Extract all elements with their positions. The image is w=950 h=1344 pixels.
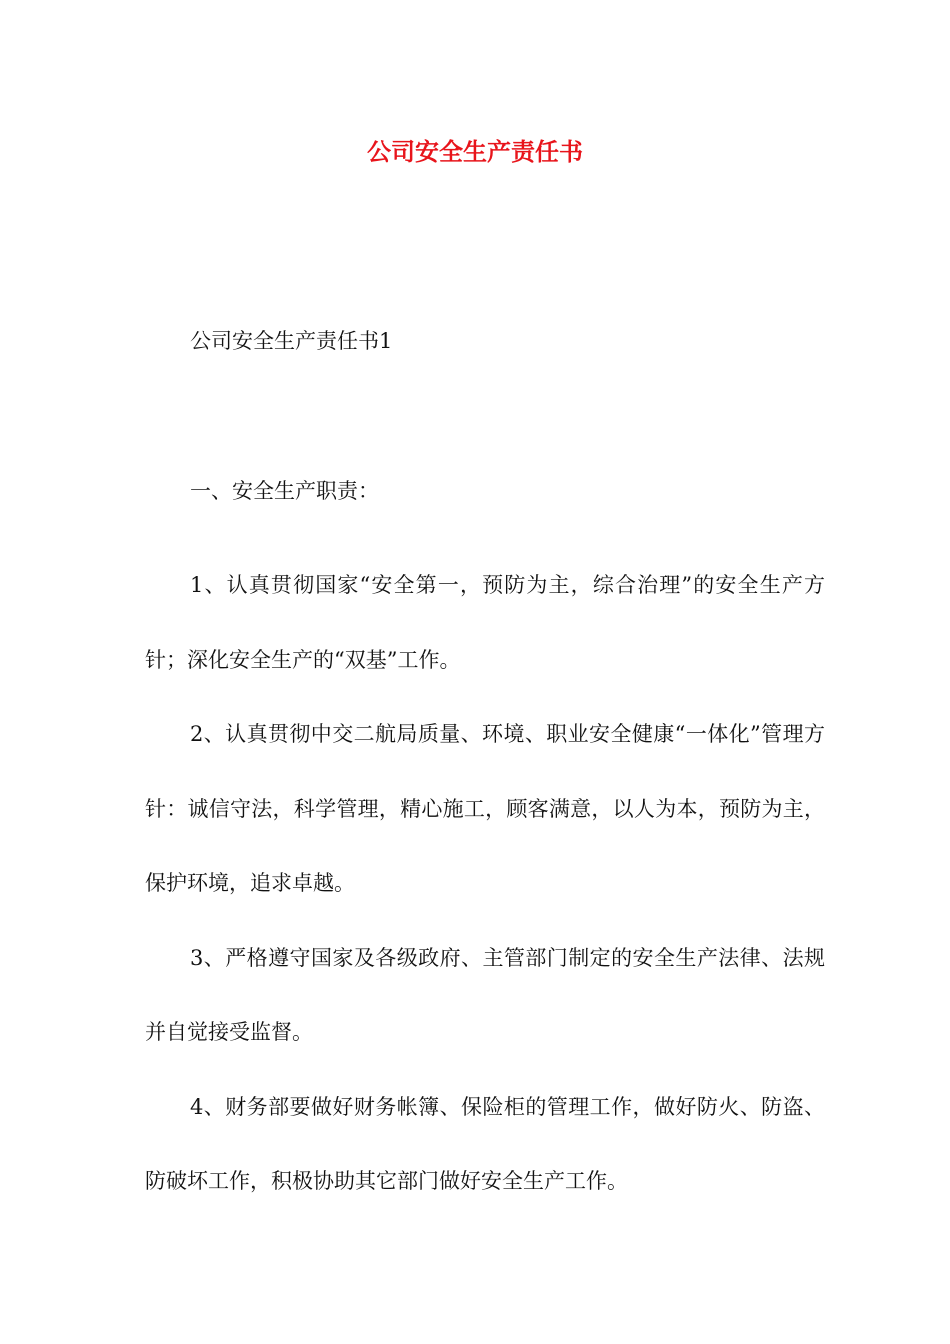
paragraph-2: 2、认真贯彻中交二航局质量、环境、职业安全健康“一体化”管理方针：诚信守法，科学管理，精心施工，顾客满意，以人为本，预防为主，保护环境，追求卓越。 xyxy=(145,722,825,895)
body-text xyxy=(145,548,825,1219)
section-heading: 一、安全生产职责： xyxy=(190,479,379,503)
paragraph-4: 4、财务部要做好财务帐簿、保险柜的管理工作，做好防火、防盗、防破坏工作，积极协助其它部门做好安全生产工作。 xyxy=(145,1094,825,1193)
paragraph-3: 3、严格遵守国家及各级政府、主管部门制定的安全生产法律、法规并自觉接受监督。 xyxy=(145,945,825,1044)
document-title: 公司安全生产责任书 xyxy=(367,137,583,166)
paragraph-1: 1、认真贯彻国家“安全第一，预防为主，综合治理”的安全生产方针；深化安全生产的“双基”工作。 xyxy=(145,573,825,672)
document-subtitle: 公司安全生产责任书1 xyxy=(190,329,393,353)
